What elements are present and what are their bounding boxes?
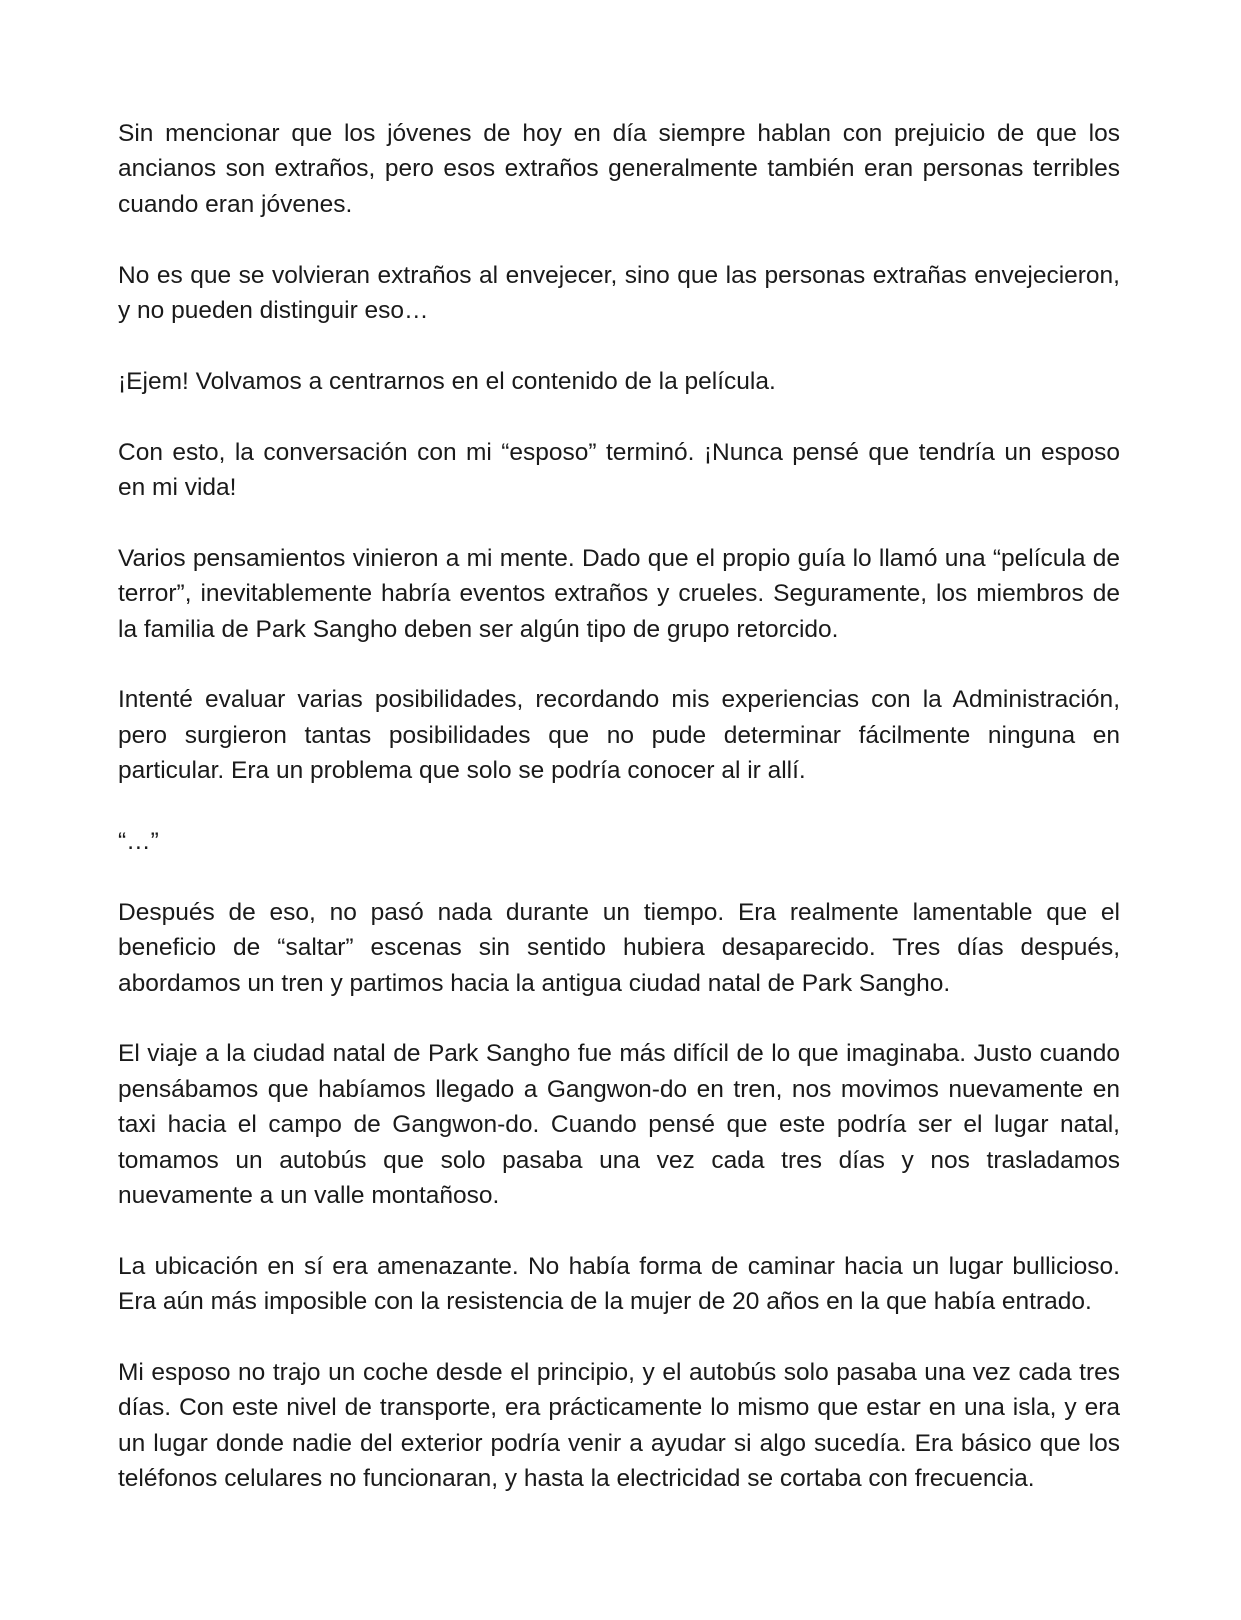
paragraph-2: No es que se volvieran extraños al envejecer, sino que las personas extrañas envejecieron, y no pueden distinguir eso…	[118, 261, 1120, 325]
paragraph-11: Mi esposo no trajo un coche desde el principio, y el autobús solo pasaba una vez cada tres días. Con este nivel de transporte, era prácticamente lo mismo que estar en una isla, y era un lugar donde nadie del exterior podría venir a ayudar si algo sucedía. Era básico que los teléfonos celulares no funcionaran, y hasta la electricidad se cortaba con frecuencia.	[118, 1359, 1120, 1493]
paragraph-8: Después de eso, no pasó nada durante un tiempo. Era realmente lamentable que el beneficio de “saltar” escenas sin sentido hubiera desaparecido. Tres días después, abordamos un tren y partimos hacia la antigua ciudad natal de Park Sangho.	[118, 898, 1120, 997]
paragraph-7: “…”	[118, 828, 159, 856]
paragraph-1: Sin mencionar que los jóvenes de hoy en día siempre hablan con prejuicio de que los ancianos son extraños, pero esos extraños generalmente también eran personas terribles cuando eran jóvenes.	[118, 120, 1120, 218]
paragraph-5: Varios pensamientos vinieron a mi mente. Dado que el propio guía lo llamó una “película de terror”, inevitablemente habría eventos extraños y crueles. Seguramente, los miembros de la familia de Park Sangho deben ser algún tipo de grupo retorcido.	[118, 544, 1120, 643]
paragraph-9: El viaje a la ciudad natal de Park Sangho fue más difícil de lo que imaginaba. Justo cuando pensábamos que habíamos llegado a Gangwon-do en tren, nos movimos nuevamente en taxi hacia el campo de Gangwon-do. Cuando pensé que este podría ser el lugar natal, tomamos un autobús que solo pasaba una vez cada tres días y nos trasladamos nuevamente a un valle montañoso.	[118, 1040, 1120, 1210]
paragraph-6: Intenté evaluar varias posibilidades, recordando mis experiencias con la Administración, pero surgieron tantas posibilidades que no pude determinar fácilmente ninguna en particular. Era un problema que solo se podría conocer al ir allí.	[118, 686, 1120, 785]
document-body	[118, 116, 1120, 1532]
paragraph-10: La ubicación en sí era amenazante. No había forma de caminar hacia un lugar bullicioso. Era aún más imposible con la resistencia de la mujer de 20 años en la que había entrado.	[118, 1252, 1120, 1316]
paragraph-3: ¡Ejem! Volvamos a centrarnos en el contenido de la película.	[118, 367, 776, 395]
paragraph-4: Con esto, la conversación con mi “esposo” terminó. ¡Nunca pensé que tendría un esposo en mi vida!	[118, 438, 1120, 502]
